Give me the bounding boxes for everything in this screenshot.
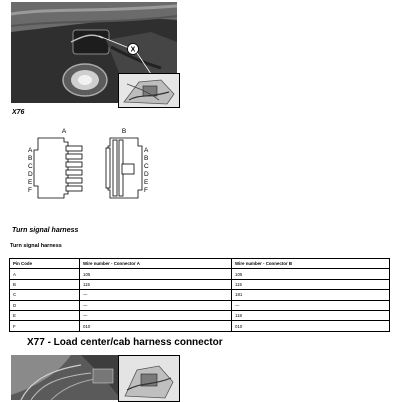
table-cell: F (10, 321, 80, 331)
table-cell: B (10, 279, 80, 289)
callout-x: X (130, 46, 136, 54)
bottom-inset-photo (118, 355, 180, 402)
table-cell: — (80, 300, 232, 310)
pin-label: D (28, 171, 33, 178)
pin-label: C (28, 163, 33, 170)
pin-label: A (28, 147, 33, 154)
connector-a (34, 138, 82, 198)
column-header: Wire number - Connector B (232, 259, 390, 269)
table-caption: Turn signal harness (10, 243, 62, 249)
table-cell: 010 (232, 321, 390, 331)
pin-label: F (144, 187, 148, 194)
wire-table (9, 258, 390, 332)
figure-label-x76: X76 (12, 109, 25, 116)
table-cell: 118 (232, 310, 390, 320)
connector-b-pins (144, 147, 149, 194)
table-row (10, 279, 390, 289)
pin-label: C (144, 163, 149, 170)
table-cell: 105 (80, 269, 232, 279)
table-row (10, 269, 390, 279)
table-cell: E (10, 310, 80, 320)
table-cell: C (10, 290, 80, 300)
table-cell: A (10, 269, 80, 279)
connector-a-label: A (61, 128, 67, 135)
table-row (10, 310, 390, 320)
heading-x77: X77 - Load center/cab harness connector (27, 337, 223, 348)
table-cell: — (80, 290, 232, 300)
connector-diagram (24, 126, 164, 208)
table-cell: — (80, 310, 232, 320)
table-cell: 115 (232, 279, 390, 289)
table-header-row (10, 259, 390, 269)
connector-b (106, 138, 142, 198)
table-cell: — (232, 300, 390, 310)
section-title: Turn signal harness (12, 227, 79, 234)
column-header: Wire number - Connector A (80, 259, 232, 269)
pin-label: B (28, 155, 33, 162)
table-row (10, 290, 390, 300)
connector-b-label: B (121, 128, 127, 135)
pin-label: F (28, 187, 32, 194)
table-cell: 181 (232, 290, 390, 300)
table-cell: 105 (232, 269, 390, 279)
table-cell: 010 (80, 321, 232, 331)
pin-label: A (144, 147, 149, 154)
table-cell: D (10, 300, 80, 310)
pin-label: B (144, 155, 149, 162)
pin-label: D (144, 171, 149, 178)
top-inset-photo (118, 73, 180, 108)
column-header: Pin Code (10, 259, 80, 269)
pin-label: E (144, 179, 149, 186)
table-cell: 115 (80, 279, 232, 289)
pin-label: E (28, 179, 33, 186)
connector-a-pins (28, 147, 33, 194)
table-row (10, 300, 390, 310)
table-row (10, 321, 390, 331)
